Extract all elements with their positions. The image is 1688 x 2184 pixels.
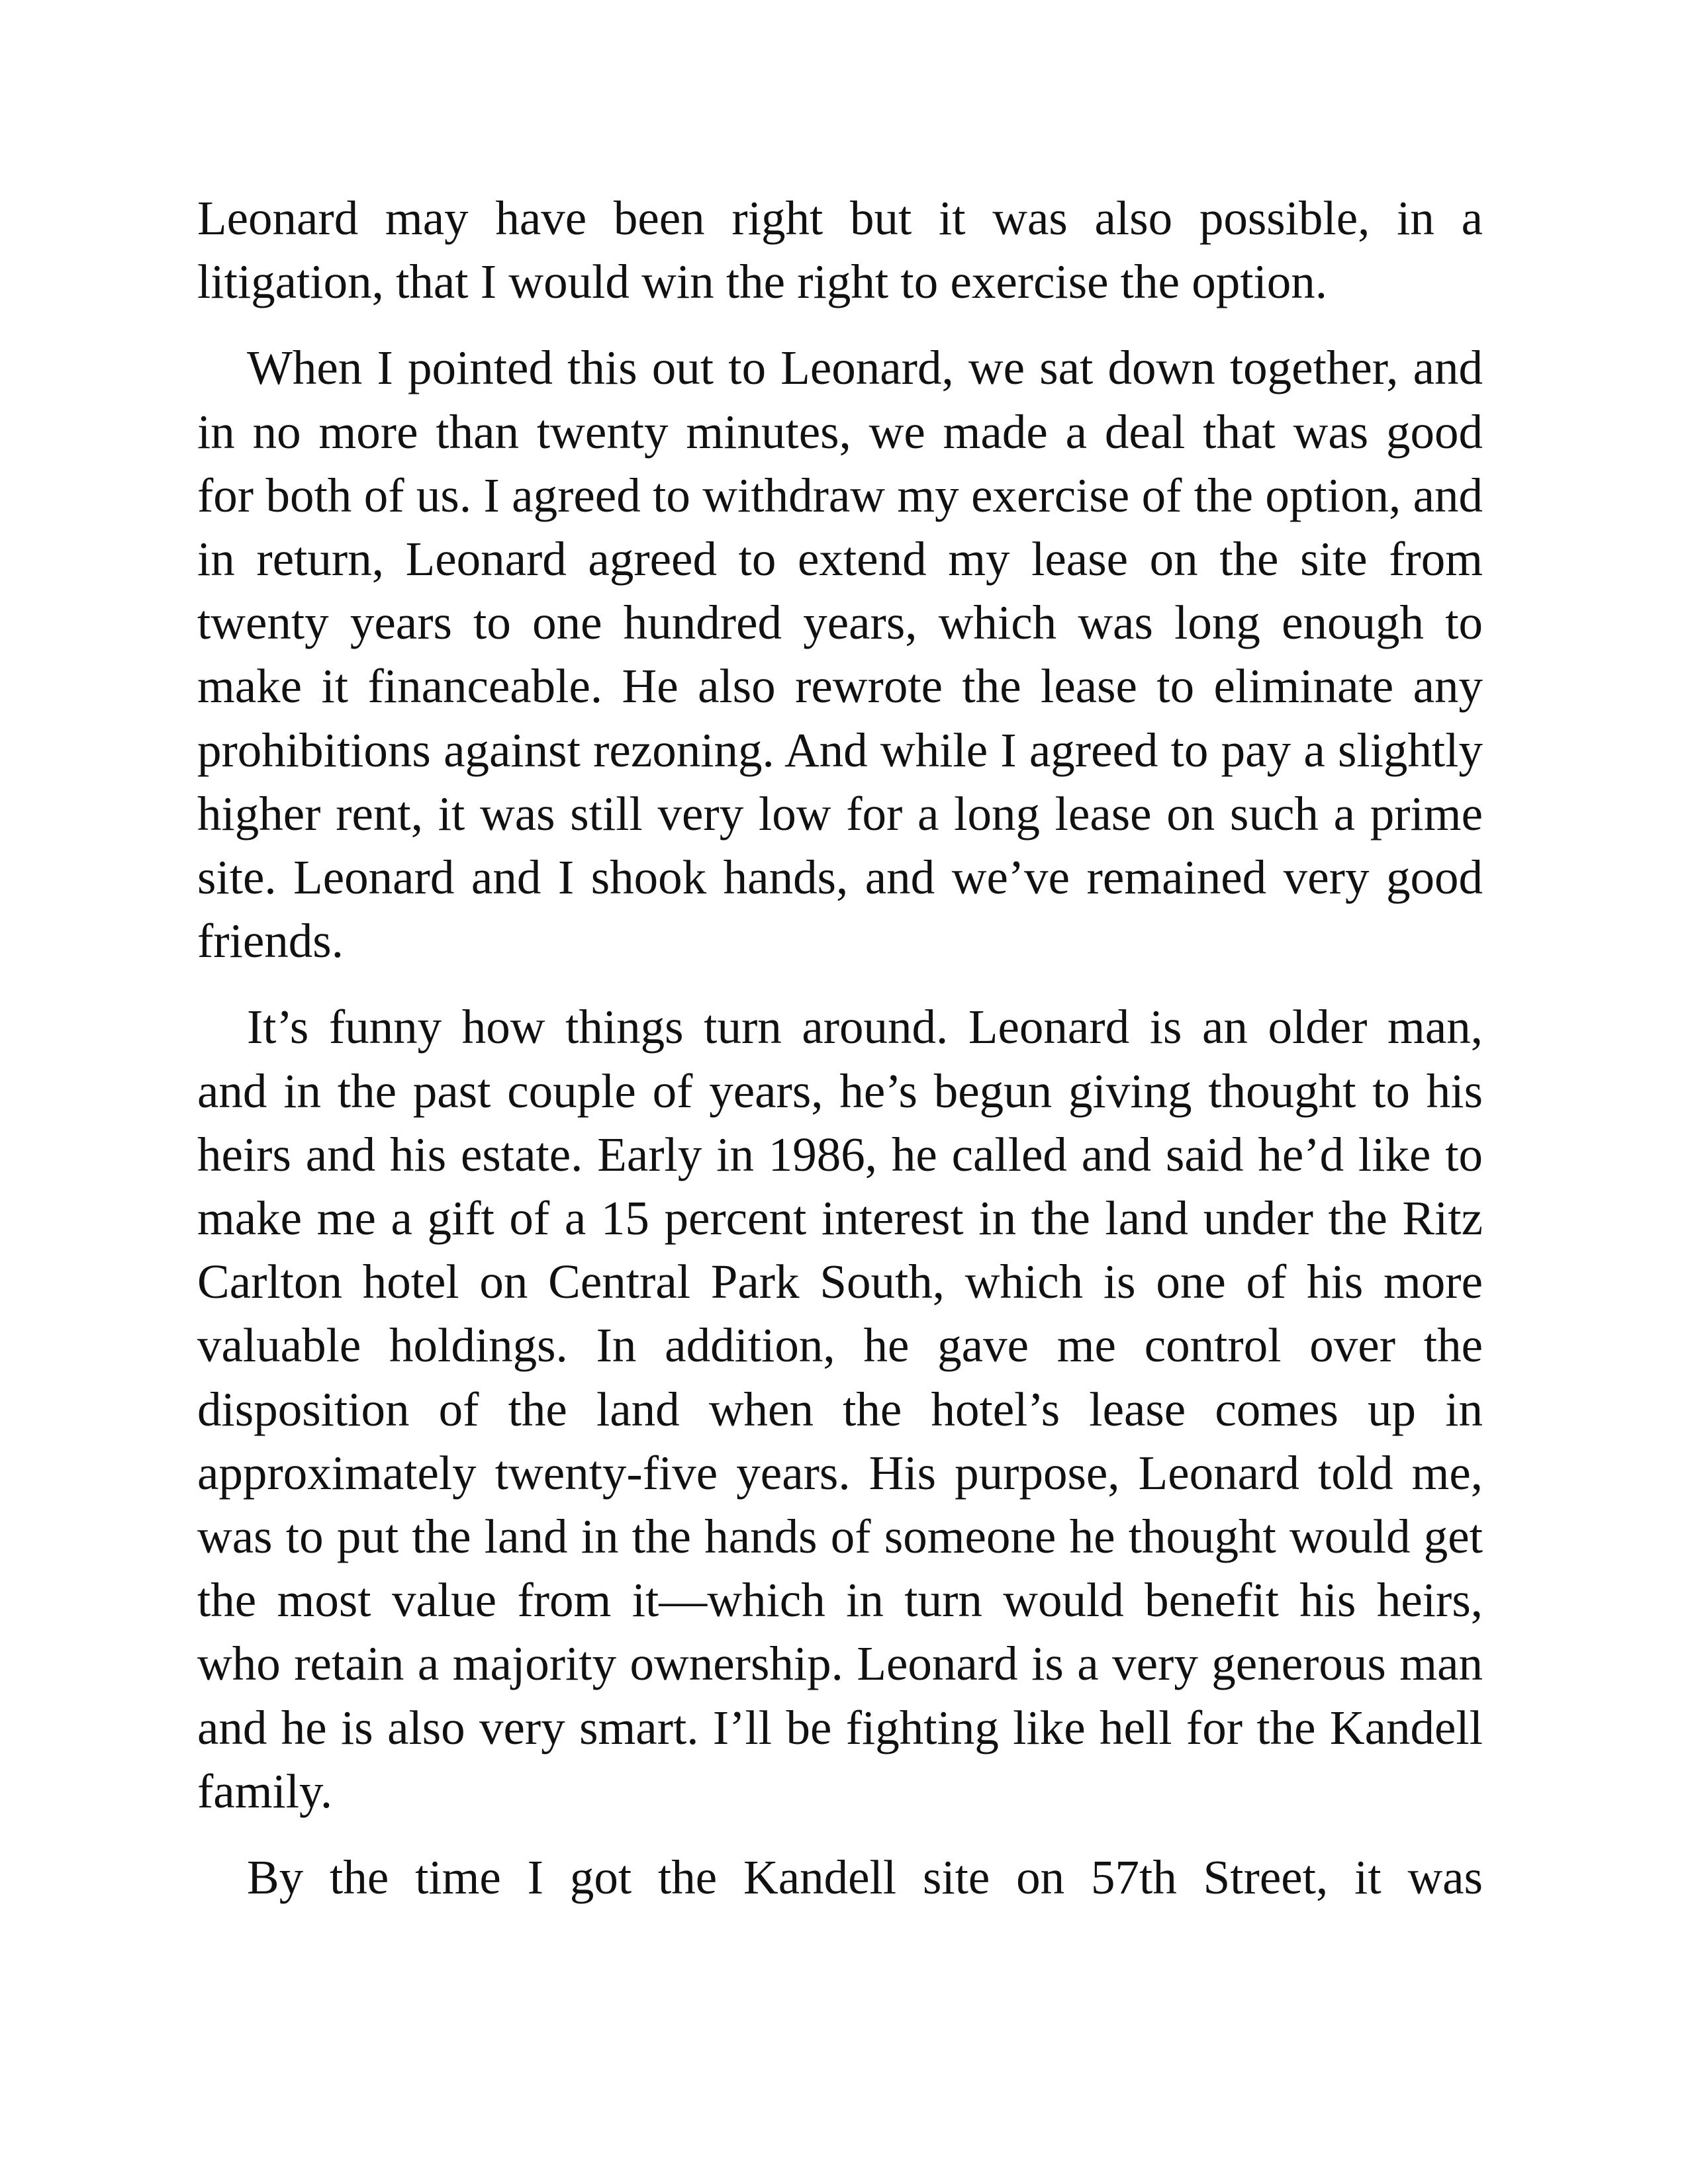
paragraph-kandell-gift: It’s funny how things turn around. Leonard is an older man, and in the past couple of years, he’s begun giving thought to his heirs and his estate. Early in 1986, he called and said he’d like to make me a gift of a 15 percent interest in the land under the Ritz Carlton hotel on Central Park South, which is one of his more valuable holdings. In addition, he gave me control over the disposition of the land when the hotel’s lease comes up in approximately twenty-five years. His purpose, Leonard told me, was to put the land in the hands of someone he thought would get the most value from it—which in turn would benefit his heirs, who retain a majority ownership. Leonard is a very generous man and he is also very smart. I’ll be fighting like hell for the Kandell family. [197, 1000, 1483, 1818]
paragraph-57th-street: By the time I got the Kandell site on 57th Street, it was [247, 1850, 1483, 1905]
paragraph-litigation: Leonard may have been right but it was also possible, in a litigation, that I would win the right to exercise the option. [197, 191, 1483, 309]
paragraph-deal: When I pointed this out to Leonard, we sat down together, and in no more than twenty minutes, we made a deal that was good for both of us. I agreed to withdraw my exercise of the option, and in return, Leonard agreed to extend my lease on the site from twenty years to one hundred years, which was long enough to make it financeable. He also rewrote the lease to eliminate any prohibitions against rezoning. And while I agreed to pay a slightly higher rent, it was still very low for a long lease on such a prime site. Leonard and I shook hands, and we’ve remained very good friends. [197, 341, 1483, 968]
book-page [197, 187, 1483, 1932]
